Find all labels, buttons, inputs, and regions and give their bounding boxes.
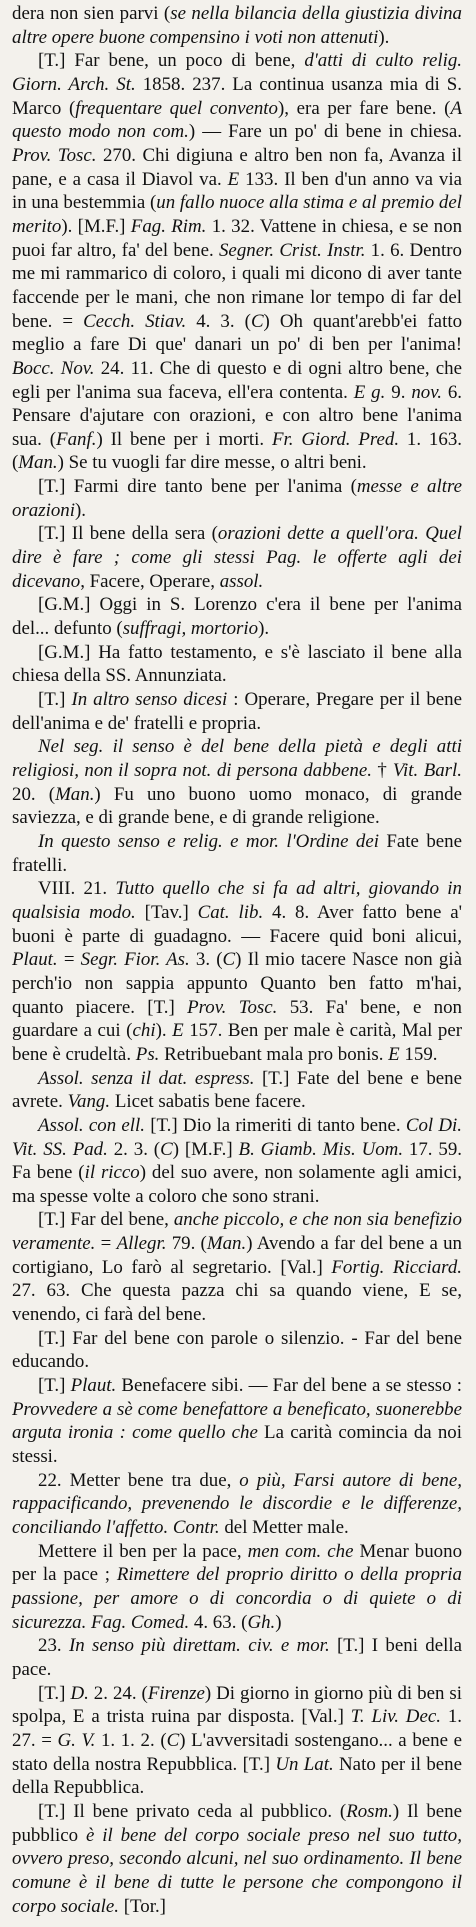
entry-paragraph — [12, 2, 462, 49]
entry-paragraph — [12, 49, 462, 475]
text-run: 1. 163. ( — [12, 428, 462, 474]
entry-paragraph — [12, 688, 462, 735]
italic-text: G. V. — [57, 1729, 96, 1751]
italic-text: Ps. — [135, 1043, 160, 1065]
italic-text: Prov. Tosc. — [12, 144, 97, 166]
text-run: ) Avendo a far del bene a un cortigiano, Lo farò al segretario. [Val.] — [12, 1233, 463, 1278]
text-run: [T.] I beni della pace. — [12, 1635, 462, 1680]
text-run: [Tav.] — [135, 901, 198, 923]
entry-paragraph — [12, 830, 462, 877]
italic-text: Man. — [18, 452, 58, 474]
italic-text: frequentare quel convento — [75, 97, 278, 119]
text-run: ) [M.F.] — [172, 1138, 239, 1160]
italic-text: Cat. lib. — [197, 901, 264, 923]
text-run: 1. 32. Vattene in chiesa, e se non puoi far altro, fa' del bene. — [12, 215, 463, 261]
text-run: 1. 1. 2. ( — [95, 1729, 167, 1751]
text-run: 270. Chi digiuna e altro ben non fa, Avanza il pane, e a casa il Diavol va. — [12, 144, 462, 190]
entry-paragraph — [12, 735, 462, 830]
text-run: La carità comincia da noi stessi. — [12, 1422, 463, 1468]
text-run: = — [57, 949, 81, 971]
text-run: 1. 6. Dentro me mi rammarico di coloro, i quali mi dicono di aver tante faccende per le mani, che non rimane lor tempo di far del bene. = — [12, 239, 462, 332]
italic-text: T. Liv. Dec. — [350, 1706, 441, 1728]
italic-text: C — [222, 949, 236, 971]
italic-text: Fag. Rim. — [130, 215, 207, 237]
entry-paragraph — [12, 593, 462, 640]
italic-text: Man. — [55, 783, 95, 805]
text-run: 4. 8. Aver fatto bene a' buoni è parte di guadagno. — Facere quid boni alicui, — [12, 901, 463, 947]
text-run: 17. 59. Fa bene ( — [12, 1138, 462, 1184]
text-run: Retribuebant mala pro bonis. — [159, 1043, 389, 1065]
text-run: ) Il bene pubblico — [12, 1800, 463, 1846]
italic-text: In altro senso dicesi — [71, 689, 228, 711]
text-run: Menar buono per la pace ; — [12, 1540, 463, 1586]
italic-text: Bocc. Nov. — [12, 357, 95, 379]
text-run: [T.] — [38, 1375, 71, 1397]
italic-text: Fanf. — [56, 428, 97, 450]
text-run: 24. 11. Che di questo e di ogni altro bene, che egli per l'anima sua faceva, ell'era contenta. — [12, 357, 463, 403]
text-run: 159. — [399, 1043, 438, 1065]
text-run: 6. Pensare d'ajutare con orazioni, e con altro bene l'anima sua. ( — [12, 381, 462, 450]
text-run: ) — Fare un po' di bene in chiesa. — [188, 121, 462, 143]
text-run: Mettere il ben per la pace, — [38, 1540, 248, 1562]
text-run: , Facere, Operare, — [80, 570, 220, 592]
italic-text: Plaut. — [70, 1375, 117, 1397]
text-run: Fate bene fratelli. — [12, 830, 462, 876]
italic-text: Rosm. — [346, 1800, 393, 1822]
italic-text: Fortig. Ricciard. — [331, 1256, 463, 1278]
text-run: ) Fu uno buono uomo monaco, di grande saviezza, e di grande bene, e di grande religione. — [12, 783, 462, 829]
text-run: ) Il bene per i morti. — [96, 428, 272, 450]
italic-text: E — [172, 1020, 184, 1042]
italic-text: Segr. Fior. As. — [80, 949, 190, 971]
entry-paragraph — [12, 1469, 462, 1540]
italic-text: il ricco — [84, 1162, 140, 1184]
italic-text: Cecch. Stiav. — [83, 310, 187, 332]
text-run: ). — [378, 26, 390, 48]
text-run: = — [95, 1233, 117, 1255]
text-run: [G.M.] Ha fatto testamento, e s'è lasciato il bene alla chiesa della SS. Annunziata. — [12, 641, 462, 687]
text-run: 23. — [38, 1635, 69, 1657]
italic-text: è il bene del corpo sociale preso nel suo tutto, ovvero preso, secondo alcuni, nel suo ordinamento. Il bene comune è il bene di tutte le persone che compongono il corpo sociale. — [12, 1824, 462, 1917]
italic-text: Tutto quello che si fa ad altri, giovando in qualsisia modo. — [12, 878, 463, 923]
italic-text: C — [160, 1138, 173, 1160]
italic-text: Segner. Crist. Instr. — [218, 239, 366, 261]
italic-text: Vit. Barl. — [392, 760, 463, 781]
italic-text: anche piccolo, e che non sia benefizio veramente. — [12, 1209, 462, 1255]
italic-text: Prov. Tosc. — [187, 996, 278, 1018]
text-run: [T.] — [38, 1682, 71, 1704]
italic-text: In questo senso e relig. e mor. l'Ordine dei — [38, 830, 379, 852]
italic-text: Assol. con ell. — [38, 1114, 146, 1136]
text-run: [T.] Il bene privato ceda al pubblico. ( — [38, 1800, 347, 1822]
italic-text: Fr. Giord. Pred. — [272, 428, 400, 450]
italic-text: A questo modo non com. — [12, 97, 462, 143]
italic-text: In senso più direttam. civ. e mor. — [68, 1635, 330, 1657]
text-run: ). — [155, 1020, 173, 1042]
italic-text: Provvedere a sè come benefattore a beneficato, suonerebbe arguta ironia : come quello che — [12, 1398, 462, 1444]
text-run: ) Di giorno in giorno più di ben si spolpa, E a trista ruina par disposta. [Val.] — [12, 1682, 462, 1728]
text-run: ) L'avversitadi sostengano... a bene e stato della nostra Repubblica. [T.] — [12, 1729, 462, 1775]
italic-text: d'atti di culto relig. Giorn. Arch. St. — [12, 50, 462, 95]
text-run: 4. 3. ( — [186, 310, 251, 332]
text-run: [T.] Far bene, un poco di bene, — [38, 50, 305, 72]
text-run: ) Se tu vuogli far dire messe, o altri beni. — [57, 452, 367, 474]
text-run: 2. 3. ( — [107, 1138, 161, 1160]
text-run: 157. Ben per male è carità, Mal per bene è crudeltà. — [12, 1020, 462, 1065]
text-run: 3. ( — [189, 949, 223, 971]
italic-text: un fallo nuoce alla stima e al premio del merito — [12, 192, 463, 237]
entry-paragraph — [12, 475, 462, 522]
text-run: 27. 63. Che questa pazza chi sa quando viene, E se, venendo, ci farà del bene. — [12, 1280, 462, 1326]
italic-text: C — [250, 310, 264, 332]
entry-paragraph — [12, 1634, 462, 1681]
italic-text: Un Lat. — [275, 1753, 334, 1775]
entry-paragraph — [12, 522, 462, 593]
text-run: Licet sabatis bene facere. — [110, 1091, 306, 1113]
italic-text: assol. — [219, 570, 264, 592]
text-run: [T.] Far del bene con parole o silenzio. - Far del bene educando. — [12, 1327, 462, 1373]
text-run: [T.] Farmi dire tanto bene per l'anima ( — [38, 476, 357, 498]
italic-text: Man. — [206, 1233, 247, 1255]
entry-paragraph — [12, 1682, 462, 1800]
italic-text: E g. — [353, 381, 386, 403]
text-run: [G.M.] Oggi in S. Lorenzo c'era il bene per l'anima del... defunto ( — [12, 594, 462, 640]
italic-text: C — [166, 1729, 180, 1751]
entry-paragraph — [12, 1800, 462, 1918]
entry-paragraph — [12, 1208, 462, 1326]
text-run: ). — [74, 499, 86, 521]
italic-text: chi — [132, 1020, 156, 1042]
italic-text: Nel seg. il senso è del bene della pietà e degli atti religiosi, non il sopra not. di persona dabbene. — [12, 736, 462, 781]
text-run: ) — [275, 1611, 282, 1633]
italic-text: B. Giamb. Mis. Uom. — [238, 1138, 404, 1160]
text-run: VIII. 21. — [38, 878, 116, 900]
italic-text: Gh. — [247, 1611, 276, 1633]
italic-text: nov. — [411, 381, 442, 403]
text-run: [T.] Dio la rimeriti di tanto bene. — [145, 1114, 406, 1136]
text-run: Benefacere sibi. — Far del bene a se stesso : — [116, 1375, 462, 1397]
text-run: ) Il mio tacere Nasce non già perch'io non sappia appunto Quanto ben fatto m'hai, quanto piacere. [T.] — [12, 949, 462, 1018]
text-run: 2. 24. ( — [88, 1682, 148, 1704]
italic-text: Assol. senza il dat. espress. — [38, 1067, 255, 1089]
text-run: 22. Metter bene tra due, — [38, 1469, 240, 1491]
italic-text: suffragi, mortorio — [122, 618, 259, 640]
entry-paragraph — [12, 1067, 462, 1114]
italic-text: Firenze — [147, 1682, 205, 1704]
text-run: ). [M.F.] — [61, 215, 131, 237]
text-run: ), era per fare bene. ( — [277, 97, 451, 119]
text-run: ). — [258, 618, 270, 640]
text-run: [T.] Fate del bene e bene avrete. — [12, 1067, 462, 1113]
text-run: dera non sien parvi ( — [12, 3, 171, 24]
text-run: ) del suo avere, non solamente agli amici, ma spesse volte a coloro che sono strani. — [12, 1162, 462, 1207]
italic-text: o più, Farsi autore di bene, rappacificando, prevenendo le discordie e le differenze, conciliando l'affetto. Contr. — [12, 1469, 462, 1538]
italic-text: messe e altre orazioni — [12, 476, 463, 521]
text-run: del Metter male. — [219, 1517, 349, 1538]
italic-text: Rimettere del proprio diritto o della propria passione, per amore o di concordia o di quiete o di sicurezza. Fag. Comed. — [12, 1564, 462, 1633]
italic-text: orazioni dette a quell'ora. Quel dire è fare ; come gli stessi Pag. le offerte agli dei dicevano — [12, 523, 462, 592]
entry-paragraph — [12, 641, 462, 688]
text-run: 133. Il ben d'un anno va via in una bestemmia ( — [12, 168, 462, 214]
text-run: ) Oh quant'arebb'ei fatto meglio a fare Di que' danari un po' di ben per l'anima! — [12, 310, 463, 356]
text-run: : Operare, Pregare per il bene dell'anima e de' fratelli e propria. — [12, 689, 463, 734]
text-run: [T.] Il bene della sera ( — [38, 523, 218, 545]
italic-text: D. — [70, 1682, 89, 1704]
text-run: 53. Fa' bene, e non guardare a cui ( — [12, 996, 462, 1042]
text-run: 79. ( — [166, 1233, 207, 1255]
entry-paragraph — [12, 1327, 462, 1374]
entry-paragraph — [12, 1540, 462, 1635]
text-run: 9. — [385, 381, 412, 403]
italic-text: Allegr. — [116, 1233, 167, 1255]
italic-text: Plaut. — [12, 949, 58, 971]
text-run: 1. 27. = — [12, 1706, 462, 1751]
italic-text: Vang. — [67, 1091, 111, 1113]
text-run: † — [371, 760, 393, 781]
text-run: 20. ( — [12, 783, 56, 805]
text-run: [T.] — [38, 689, 72, 711]
text-run: 4. 63. ( — [189, 1611, 248, 1633]
text-run: 1858. 237. La continua usanza mia di S. Marco ( — [12, 73, 462, 119]
text-column — [12, 2, 462, 1918]
italic-text: men com. che — [247, 1540, 354, 1562]
text-run: [T.] Far del bene, — [38, 1209, 174, 1231]
italic-text: Col Di. Vit. SS. Pad. — [12, 1114, 462, 1160]
italic-text: E — [388, 1043, 400, 1065]
entry-paragraph — [12, 1114, 462, 1209]
italic-text: se nella bilancia della giustizia divina altre opere buone compensino i voti non attenuti — [12, 3, 462, 48]
entry-paragraph — [12, 877, 462, 1066]
text-run: [Tor.] — [119, 1895, 166, 1917]
italic-text: E — [227, 168, 240, 190]
text-run: Nato per il bene della Repubblica. — [12, 1753, 463, 1799]
entry-paragraph — [12, 1374, 462, 1469]
